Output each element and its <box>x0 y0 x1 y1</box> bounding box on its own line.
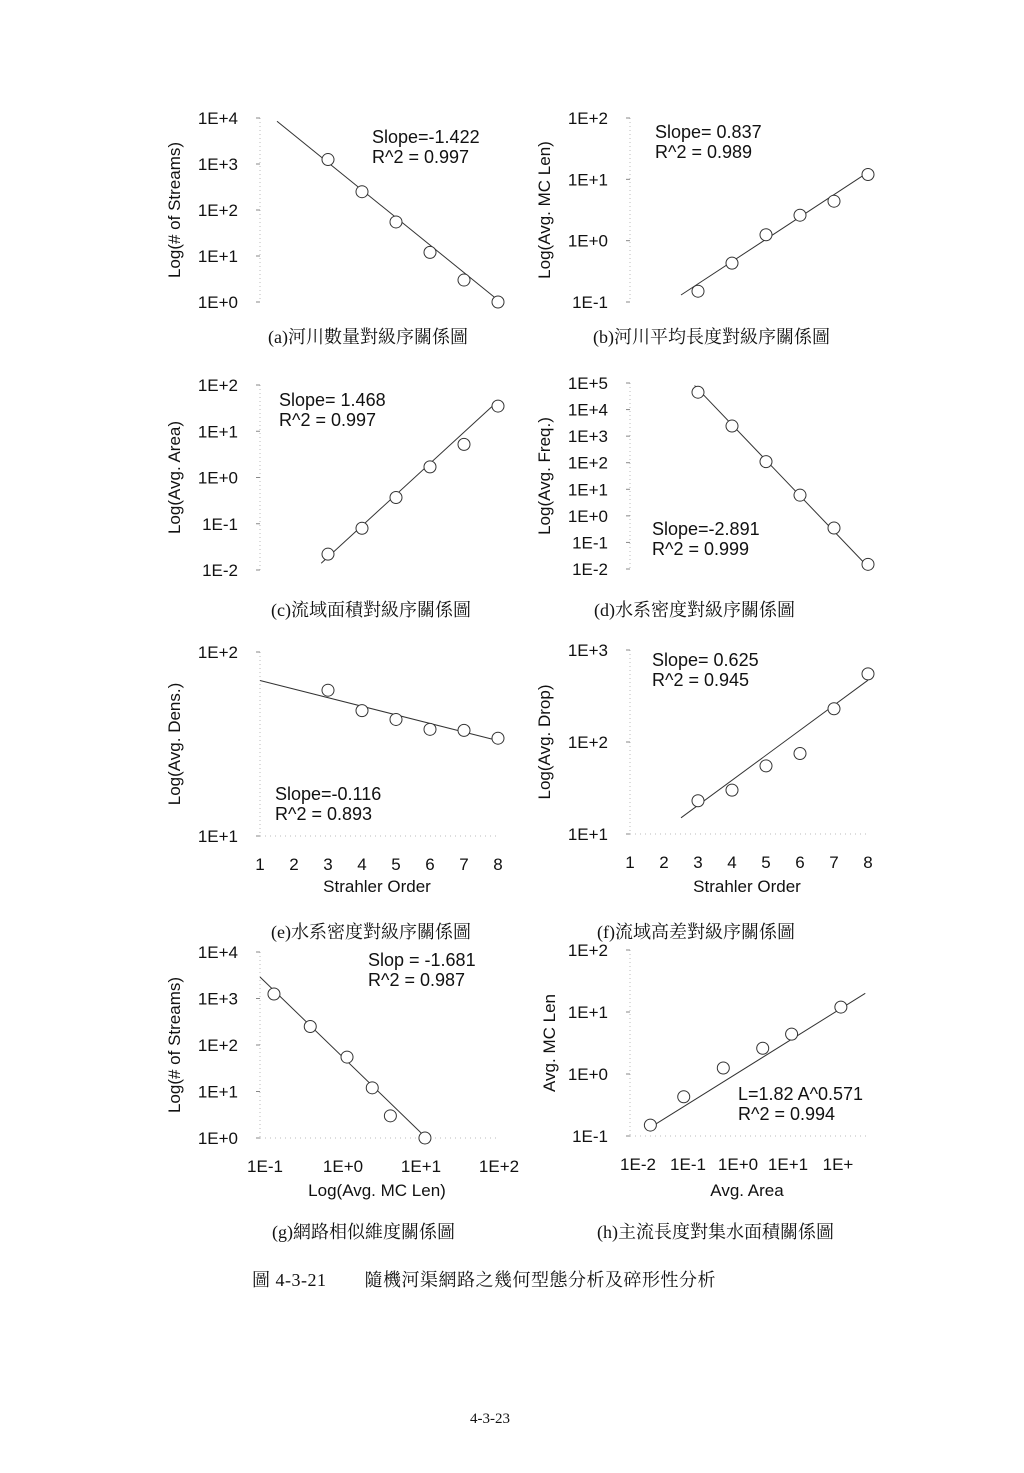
figure-title: 隨機河渠網路之幾何型態分析及碎形性分析 <box>364 1270 716 1290</box>
y-tick-label: 1E+4 <box>197 109 238 128</box>
y-tick-label: 1E+0 <box>197 468 238 488</box>
x-tick-label: 1E-1 <box>670 1155 706 1174</box>
y-tick-label: 1E+5 <box>567 374 608 393</box>
x-tick-label: 1 <box>625 853 635 872</box>
caption-f: (f)流域高差對級序關係圖 <box>597 922 795 942</box>
y-axis-label-h: Avg. MC Len <box>540 994 559 1092</box>
annotation-line-2: R^2 = 0.997 <box>372 147 470 167</box>
y-tick-label: 1E+1 <box>567 170 608 190</box>
figure-caption <box>252 1266 716 1292</box>
y-tick-label: 1E-1 <box>202 514 238 534</box>
annotation-line-1: L=1.82 A^0.571 <box>738 1084 864 1104</box>
annotation-line-2: R^2 = 0.994 <box>738 1104 836 1124</box>
y-tick-label: 1E+0 <box>567 506 608 526</box>
annotation-line-2: R^2 = 0.989 <box>655 142 753 162</box>
y-tick-label: 1E+1 <box>567 480 608 500</box>
y-axis-label-e: Log(Avg. Dens.) <box>165 682 184 806</box>
x-tick-label: 1E-1 <box>247 1157 283 1176</box>
x-tick-label: 6 <box>795 853 805 872</box>
y-tick-label: 1E-1 <box>572 293 608 312</box>
y-tick-label: 1E+1 <box>197 422 238 442</box>
caption-g: (g)網路相似維度關係圖 <box>272 1222 455 1242</box>
y-tick-label: 1E-2 <box>202 561 238 580</box>
annotation-line-1: Slope=-0.116 <box>275 784 382 804</box>
y-axis-label-f: Log(Avg. Drop) <box>535 684 554 800</box>
y-axis-label-g: Log(# of Streams) <box>165 976 184 1114</box>
caption-b: (b)河川平均長度對級序關係圖 <box>593 327 830 347</box>
y-tick-label: 1E+0 <box>567 231 608 251</box>
x-tick-label: 1E+1 <box>767 1155 809 1174</box>
data-point <box>717 1062 729 1074</box>
y-tick-label: 1E+2 <box>197 1036 238 1055</box>
x-tick-label: 8 <box>863 853 873 872</box>
y-tick-label: 1E+1 <box>197 247 238 266</box>
y-tick-label: 1E+2 <box>197 643 238 662</box>
data-point <box>644 1119 656 1131</box>
data-point <box>678 1091 690 1103</box>
y-tick-label: 1E+4 <box>567 400 608 420</box>
y-axis-label-b: Log(Avg. MC Len) <box>535 141 554 279</box>
y-tick-label: 1E+4 <box>197 943 238 962</box>
x-tick-label: 1E-2 <box>620 1155 656 1174</box>
y-tick-label: 1E+2 <box>197 201 238 220</box>
y-tick-label: 1E+3 <box>567 641 608 660</box>
figure-number: 圖 4-3-21 <box>252 1270 327 1290</box>
x-tick-label: 2 <box>659 853 669 872</box>
y-tick-label: 1E+0 <box>567 1065 608 1084</box>
annotation-line-2: R^2 = 0.999 <box>652 539 750 559</box>
y-axis-label-d: Log(Avg. Freq.) <box>535 417 554 535</box>
x-tick-label: 1E+ <box>822 1155 854 1174</box>
y-tick-label: 1E-1 <box>572 533 608 553</box>
annotation-line-1: Slope= 0.837 <box>655 122 762 142</box>
y-tick-label: 1E-2 <box>572 560 608 579</box>
x-tick-label: 4 <box>727 853 737 872</box>
x-tick-label: 1E+0 <box>717 1155 759 1174</box>
y-axis-label-c: Log(Avg. Area) <box>165 420 184 535</box>
annotation-line-2: R^2 = 0.997 <box>279 410 377 430</box>
data-point <box>835 1001 847 1013</box>
y-tick-label: 1E-1 <box>572 1127 608 1146</box>
x-tick-label: 3 <box>323 855 333 874</box>
data-point <box>786 1028 798 1040</box>
y-tick-label: 1E+3 <box>197 989 238 1009</box>
x-axis-label-g: Log(Avg. MC Len) <box>308 1181 446 1200</box>
x-tick-label: 1 <box>255 855 265 874</box>
x-tick-label: 7 <box>459 855 469 874</box>
y-tick-label: 1E+2 <box>567 941 608 960</box>
annotation-line-1: Slope=-1.422 <box>372 127 480 147</box>
y-tick-label: 1E+2 <box>567 733 608 752</box>
x-tick-label: 8 <box>493 855 503 874</box>
annotation-line-2: R^2 = 0.945 <box>652 670 750 690</box>
x-tick-label: 3 <box>693 853 703 872</box>
page-number: 4-3-23 <box>470 1411 510 1427</box>
x-axis-label-e: Strahler Order <box>323 877 431 896</box>
x-axis-label-f: Strahler Order <box>693 877 801 896</box>
caption-h: (h)主流長度對集水面積關係圖 <box>597 1222 834 1242</box>
y-tick-label: 1E+1 <box>197 1082 238 1102</box>
caption-a: (a)河川數量對級序關係圖 <box>268 327 468 347</box>
x-axis-label-h: Avg. Area <box>710 1181 784 1200</box>
caption-d: (d)水系密度對級序關係圖 <box>594 600 795 620</box>
x-tick-label: 1E+1 <box>400 1157 442 1176</box>
x-tick-label: 7 <box>829 853 839 872</box>
annotation-line-1: Slope=-2.891 <box>652 519 760 539</box>
annotation-line-1: Slope= 0.625 <box>652 650 759 670</box>
caption-c: (c)流域面積對級序關係圖 <box>271 600 471 620</box>
y-tick-label: 1E+1 <box>197 827 238 846</box>
y-axis-label-a: Log(# of Streams) <box>165 141 184 279</box>
y-tick-label: 1E+3 <box>197 155 238 174</box>
x-tick-label: 6 <box>425 855 435 874</box>
y-tick-label: 1E+1 <box>567 1003 608 1022</box>
y-tick-label: 1E+2 <box>567 453 608 473</box>
y-tick-label: 1E+0 <box>197 293 238 312</box>
annotation-line-2: R^2 = 0.987 <box>368 970 466 990</box>
x-tick-label: 5 <box>391 855 401 874</box>
data-point <box>757 1042 769 1054</box>
x-tick-label: 5 <box>761 853 771 872</box>
annotation-line-1: Slope= 1.468 <box>279 390 386 410</box>
y-tick-label: 1E+3 <box>567 427 608 447</box>
y-tick-label: 1E+0 <box>197 1129 238 1148</box>
x-tick-label: 2 <box>289 855 299 874</box>
annotation-line-2: R^2 = 0.893 <box>275 804 373 824</box>
y-tick-label: 1E+2 <box>567 109 608 128</box>
x-tick-label: 1E+0 <box>322 1157 364 1176</box>
x-tick-label: 1E+2 <box>478 1157 520 1176</box>
y-tick-label: 1E+1 <box>567 825 608 844</box>
x-tick-label: 4 <box>357 855 367 874</box>
annotation-line-1: Slop = -1.681 <box>368 950 476 970</box>
y-tick-label: 1E+2 <box>197 376 238 395</box>
caption-e: (e)水系密度對級序關係圖 <box>271 922 471 942</box>
